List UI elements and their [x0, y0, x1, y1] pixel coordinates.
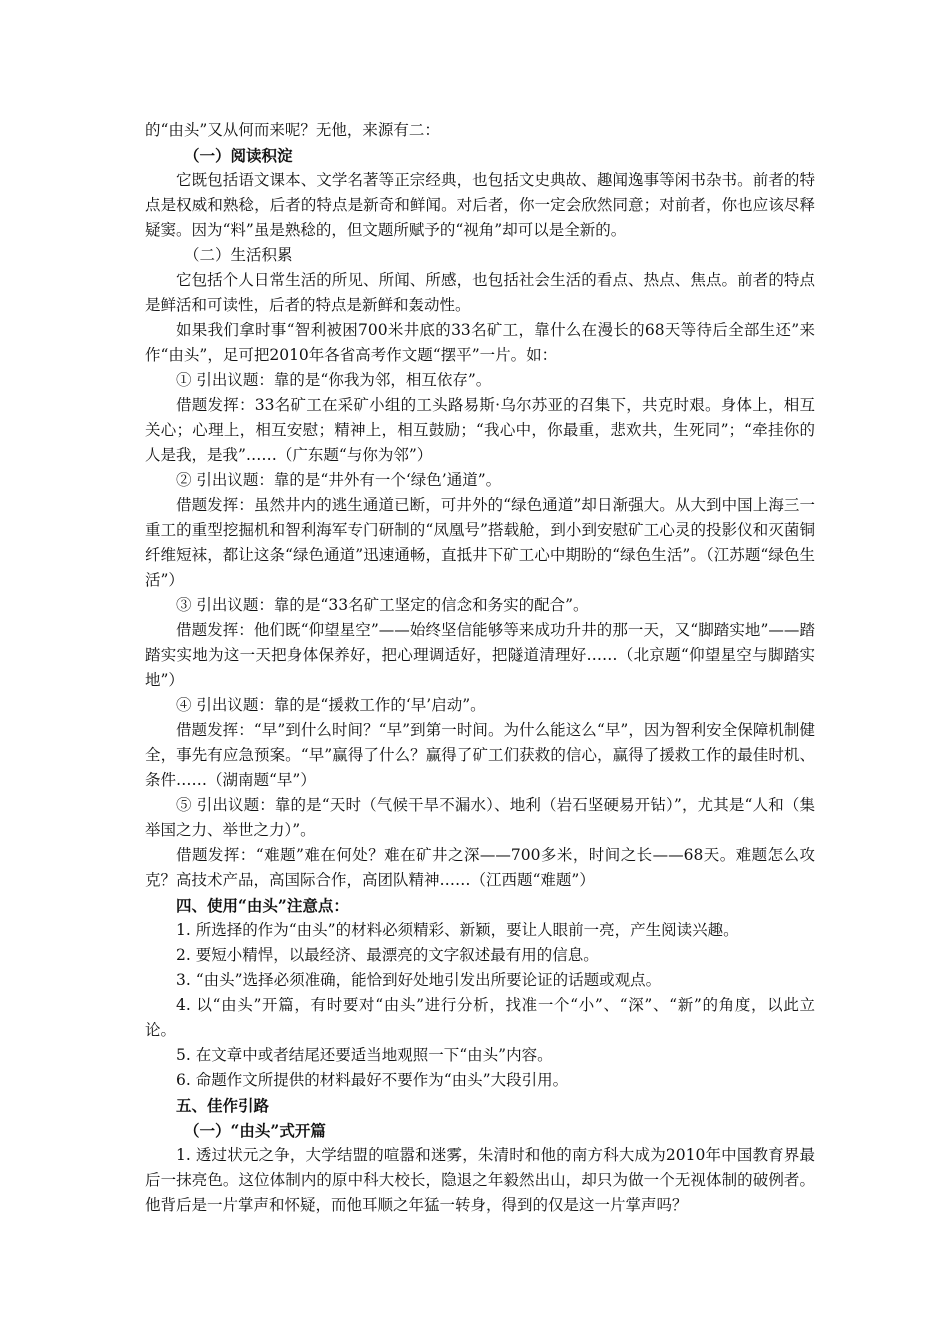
paragraph-life-description: 它包括个人日常生活的所见、所闻、所感，也包括社会生活的看点、热点、焦点。前者的特点是鲜活和可读性，后者的特点是新鲜和轰动性。 — [145, 271, 815, 314]
paragraph-elaboration-3: 借题发挥：他们既“仰望星空”——始终坚信能够等来成功升井的那一天，又“脚踏实地”——踏踏实实地为这一天把身体保养好，把心理调适好，把隧道清理好……（北京题“仰望星空与脚踏实地”） — [145, 621, 815, 689]
paragraph-topic-4: ④ 引出议题：靠的是“援救工作的‘早’启动”。 — [176, 696, 486, 714]
heading-usage-notes: 四、使用“由头”注意点： — [176, 896, 349, 915]
paragraph-reading-description: 它既包括语文课本、文学名著等正宗经典，也包括文史典故、趣闻逸事等闲书杂书。前者的特点是权威和熟稔，后者的特点是新奇和鲜闻。对后者，你一定会欣然同意；对前者，你也应该尽释疑窦。因为“料”虽是熟稔的，但文题所赋予的“视角”却可以是全新的。 — [145, 171, 815, 239]
list-item-note-3: 3. “由头”选择必须准确，能恰到好处地引发出所要论证的话题或观点。 — [176, 971, 662, 989]
heading-opening-style: （一）“由头”式开篇 — [184, 1121, 326, 1140]
heading-model-essays: 五、佳作引路 — [176, 1096, 270, 1115]
heading-life-accumulation: （二）生活积累 — [184, 246, 293, 264]
paragraph-intro-continuation: 的“由头”又从何而来呢？无他，来源有二： — [145, 121, 440, 139]
paragraph-topic-5: ⑤ 引出议题：靠的是“天时（气候干旱不漏水）、地利（岩石坚硬易开钻）”，尤其是“人和（集举国之力、举世之力）”。 — [145, 796, 815, 839]
paragraph-elaboration-2: 借题发挥：虽然井内的逃生通道已断，可井外的“绿色通道”却日渐强大。从大到中国上海三一重工的重型挖掘机和智利海军专门研制的“凤凰号”搭载舱，到小到安慰矿工心灵的投影仪和灭菌铜纤维短袜，都让这条“绿色通道”迅速通畅，直抵井下矿工心中期盼的“绿色生活”。（江苏题“绿色生活”） — [145, 496, 815, 589]
heading-reading-accumulation: （一）阅读积淀 — [184, 146, 293, 165]
paragraph-elaboration-1: 借题发挥：33名矿工在采矿小组的工头路易斯·乌尔苏亚的召集下，共克时艰。身体上，相互关心；心理上，相互安慰；精神上，相互鼓励；“我心中，你最重，悲欢共，生死同”；“牵挂你的人是我，是我”……（广东题“与你为邻”） — [145, 396, 815, 464]
paragraph-elaboration-5: 借题发挥：“难题”难在何处？难在矿井之深——700多米，时间之长——68天。难题怎么攻克？高技术产品，高国际合作，高团队精神……（江西题“难题”） — [145, 846, 815, 889]
list-item-note-6: 6. 命题作文所提供的材料最好不要作为“由头”大段引用。 — [176, 1071, 569, 1089]
paragraph-elaboration-4: 借题发挥：“早”到什么时间？“早”到第一时间。为什么能这么“早”，因为智利安全保障机制健全，事先有应急预案。“早”赢得了什么？赢得了矿工们获救的信心，赢得了援救工作的最佳时机、条件……（湖南题“早”） — [145, 721, 815, 789]
document-page — [145, 118, 815, 1218]
paragraph-topic-2: ② 引出议题：靠的是“井外有一个‘绿色’通道”。 — [176, 471, 502, 489]
paragraph-example-1: 1. 透过状元之争，大学结盟的喧嚣和迷雾，朱清时和他的南方科大成为2010年中国教育界最后一抹亮色。这位体制内的原中科大校长，隐退之年毅然出山，却只为做一个无视体制的破例者。他背后是一片掌声和怀疑，而他耳顺之年猛一转身，得到的仅是这一片掌声吗？ — [145, 1146, 815, 1214]
list-item-note-1: 1. 所选择的作为“由头”的材料必须精彩、新颖，要让人眼前一亮，产生阅读兴趣。 — [176, 921, 739, 939]
paragraph-topic-1: ① 引出议题：靠的是“你我为邻，相互依存”。 — [176, 371, 492, 389]
list-item-note-2: 2. 要短小精悍，以最经济、最漂亮的文字叙述最有用的信息。 — [176, 946, 599, 964]
list-item-note-4: 4. 以“由头”开篇，有时要对“由头”进行分析，找准一个“小”、“深”、“新”的角度，以此立论。 — [145, 996, 815, 1039]
paragraph-topic-3: ③ 引出议题：靠的是“33名矿工坚定的信念和务实的配合”。 — [176, 596, 589, 614]
list-item-note-5: 5. 在文章中或者结尾还要适当地观照一下“由头”内容。 — [176, 1046, 553, 1064]
paragraph-chile-miners-intro: 如果我们拿时事“智利被困700米井底的33名矿工，靠什么在漫长的68天等待后全部生还”来作“由头”，足可把2010年各省高考作文题“摆平”一片。如： — [145, 321, 815, 364]
